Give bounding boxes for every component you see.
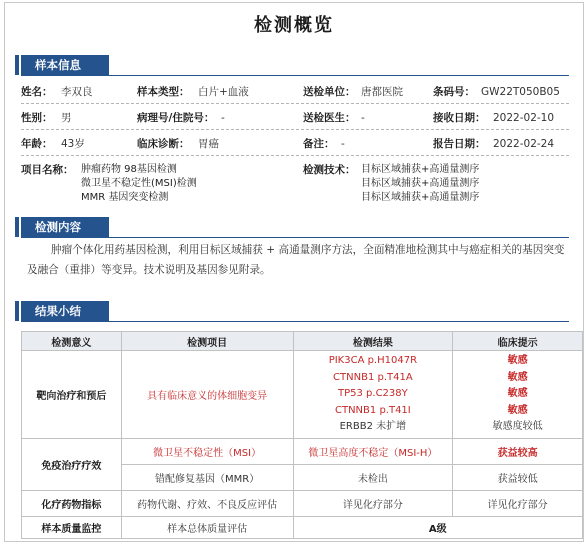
info-label: 条码号： — [433, 86, 475, 98]
section-rule — [21, 75, 569, 76]
info-row-1 — [21, 81, 569, 103]
cell-hints-targeted — [453, 351, 583, 439]
table-row-immune-msi — [22, 439, 583, 465]
section-rule — [21, 237, 569, 238]
divider — [21, 155, 569, 156]
info-label: 性别： — [21, 112, 53, 124]
info-row-2 — [21, 107, 569, 129]
info-label: 送检医生： — [303, 112, 356, 124]
section-rule — [21, 321, 569, 322]
cell-result-quality: A级 — [293, 517, 583, 539]
cell-meaning-immune: 免疫治疗疗效 — [22, 439, 122, 491]
info-label: 病理号/住院号： — [137, 112, 215, 124]
info-value-report-date: 2022-02-24 — [493, 138, 555, 150]
info-value-name: 李双良 — [61, 86, 93, 98]
col-header-result: 检测结果 — [293, 332, 453, 351]
table-header-row — [22, 332, 583, 351]
info-value-remark: - — [341, 138, 345, 150]
info-value-gender: 男 — [61, 112, 72, 124]
info-value-unit: 唐都医院 — [361, 86, 403, 98]
cell-item-mmr: 错配修复基因（MMR） — [121, 465, 293, 491]
col-header-meaning: 检测意义 — [22, 332, 122, 351]
info-label: 姓名： — [21, 86, 53, 98]
info-label: 年龄： — [21, 138, 53, 150]
info-value-received-date: 2022-02-10 — [493, 112, 555, 124]
section-header-summary: 结果小结 — [21, 301, 109, 321]
cell-meaning-quality: 样本质量监控 — [22, 517, 122, 539]
project-item: 肿瘤药物 98基因检测 — [81, 164, 177, 175]
divider — [21, 129, 569, 130]
result-table — [21, 331, 583, 539]
hint-sensitive: 敏感 — [507, 355, 528, 367]
table-row-chemo — [22, 491, 583, 517]
info-value-pathology-no: - — [221, 112, 225, 124]
col-header-hint: 临床提示 — [453, 332, 583, 351]
page-title: 检测概览 — [254, 15, 334, 36]
project-label: 项目名称： — [21, 164, 74, 176]
info-label: 临床诊断： — [137, 138, 190, 150]
section-header-sample: 样本信息 — [21, 55, 109, 75]
tech-item: 目标区域捕获+高通量测序 — [361, 192, 480, 203]
cell-item-somatic: 具有临床意义的体细胞变异 — [121, 351, 293, 439]
tech-list — [361, 163, 479, 205]
hint-sensitive: 敏感 — [507, 404, 528, 416]
hint-low-sensitivity: 敏感度较低 — [492, 421, 543, 433]
divider — [21, 103, 569, 104]
cell-results-targeted — [293, 351, 453, 439]
cell-result-msi: 微卫星高度不稳定（MSI-H） — [293, 439, 453, 465]
content-description: 肿瘤个体化用药基因检测，利用目标区域捕获 + 高通量测序方法，全面精准地检测其中与癌症相关的基因突变及融合（重排）等变异。技术说明及基因参见附录。 — [27, 244, 565, 276]
cell-meaning-chemo: 化疗药物指标 — [22, 491, 122, 517]
info-value-doctor: - — [361, 112, 365, 124]
col-header-item: 检测项目 — [121, 332, 293, 351]
cell-item-quality: 样本总体质量评估 — [121, 517, 293, 539]
info-value-barcode: GW22T050B05 — [481, 86, 560, 98]
tech-item: 目标区域捕获+高通量测序 — [361, 164, 480, 175]
cell-item-chemo: 药物代谢、疗效、不良反应评估 — [121, 491, 293, 517]
section-header-content: 检测内容 — [21, 217, 109, 237]
info-row-3 — [21, 133, 569, 155]
cell-hint-msi: 获益较高 — [453, 439, 583, 465]
cell-result-mmr: 未检出 — [293, 465, 453, 491]
report-page — [4, 2, 584, 542]
result-tp53: TP53 p.C238Y — [338, 388, 408, 400]
info-label: 接收日期： — [433, 112, 486, 124]
info-value-diagnosis: 胃癌 — [198, 138, 219, 150]
cell-meaning-targeted: 靶向治疗和预后 — [22, 351, 122, 439]
info-value-sample-type: 白片+血液 — [198, 86, 249, 98]
cell-result-chemo: 详见化疗部分 — [293, 491, 453, 517]
result-pik3ca: PIK3CA p.H1047R — [328, 355, 418, 367]
hint-sensitive: 敏感 — [507, 388, 528, 400]
result-ctnnb1-t41a: CTNNB1 p.T41A — [333, 371, 413, 383]
project-item: 微卫星不稳定性(MSI)检测 — [81, 178, 197, 189]
hint-sensitive: 敏感 — [507, 371, 528, 383]
info-label: 备注： — [303, 138, 335, 150]
info-label: 样本类型： — [137, 86, 190, 98]
result-erbb2: ERBB2 未扩增 — [339, 421, 407, 433]
info-label: 送检单位： — [303, 86, 356, 98]
info-value-age: 43岁 — [61, 138, 85, 150]
project-item: MMR 基因突变检测 — [81, 192, 169, 203]
tech-label: 检测技术： — [303, 164, 356, 176]
cell-hint-chemo: 详见化疗部分 — [453, 491, 583, 517]
project-block — [21, 163, 569, 211]
project-list — [81, 163, 197, 205]
result-ctnnb1-t41i: CTNNB1 p.T41I — [334, 404, 411, 416]
cell-item-msi: 微卫星不稳定性（MSI） — [121, 439, 293, 465]
cell-hint-mmr: 获益较低 — [453, 465, 583, 491]
tech-item: 目标区域捕获+高通量测序 — [361, 178, 480, 189]
info-label: 报告日期： — [433, 138, 486, 150]
table-row-targeted — [22, 351, 583, 439]
table-row-quality — [22, 517, 583, 539]
